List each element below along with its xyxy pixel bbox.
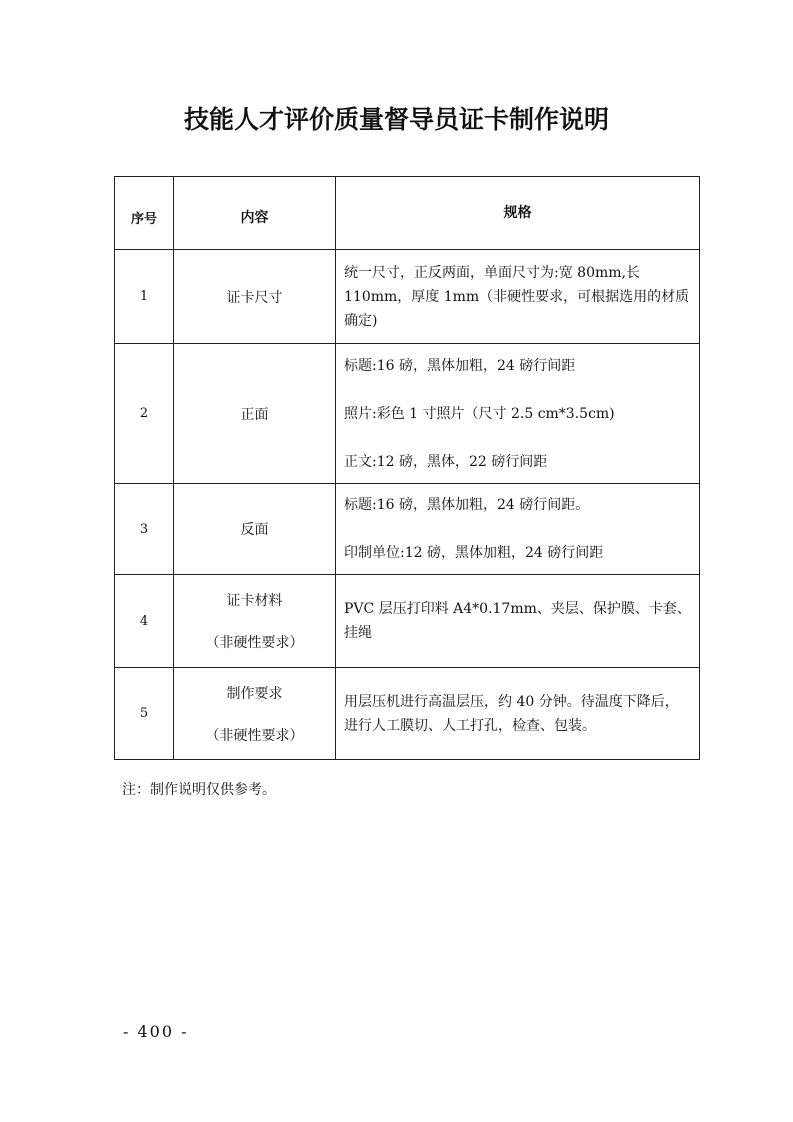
table-row <box>115 575 700 668</box>
spec-line: 正文:12 磅，黑体，22 磅行间距 <box>344 453 548 470</box>
row-content: 正面 <box>174 344 336 484</box>
row-number: 4 <box>115 575 174 668</box>
spec-line: 标题:16 磅，黑体加粗，24 磅行间距 <box>344 357 576 374</box>
header-spec: 规格 <box>336 177 700 250</box>
footnote: 注：制作说明仅供参考。 <box>122 782 276 798</box>
content-label: 证卡材料 <box>226 593 283 609</box>
row-content <box>174 668 336 760</box>
spec-line: 用层压机进行高温层压，约 40 分钟。待温度下降后，进行人工膜切、人工打孔，检查、包装。 <box>344 693 679 734</box>
row-spec <box>336 668 700 760</box>
row-spec <box>336 344 700 484</box>
header-content: 内容 <box>174 177 336 250</box>
spec-line: 印制单位:12 磅，黑体加粗，24 磅行间距 <box>344 545 604 561</box>
row-number: 1 <box>115 250 174 344</box>
spec-line: 统一尺寸，正反两面，单面尺寸为:宽 80mm,长 110mm，厚度 1mm（非硬性要求，可根据选用的材质确定) <box>344 264 690 329</box>
row-content: 反面 <box>174 484 336 575</box>
spec-table <box>114 176 700 760</box>
spec-line: 标题:16 磅，黑体加粗，24 磅行间距。 <box>344 497 590 513</box>
row-spec <box>336 250 700 344</box>
table-row <box>115 250 700 344</box>
table-row <box>115 668 700 760</box>
row-number: 2 <box>115 344 174 484</box>
page-title: 技能人才评价质量督导员证卡制作说明 <box>183 105 609 134</box>
content-note: （非硬性要求） <box>205 727 304 744</box>
table-row <box>115 344 700 484</box>
table-header-row <box>115 177 700 250</box>
table-row <box>115 484 700 575</box>
page-number: - 400 - <box>123 1022 189 1041</box>
row-content: 证卡尺寸 <box>174 250 336 344</box>
row-number: 5 <box>115 668 174 760</box>
header-no: 序号 <box>115 177 174 250</box>
content-note: （非硬性要求） <box>205 635 304 651</box>
spec-line: 照片:彩色 1 寸照片（尺寸 2.5 cm*3.5cm) <box>344 405 615 422</box>
spec-line: PVC 层压打印料 A4*0.17mm、夹层、保护膜、卡套、挂绳 <box>344 601 691 641</box>
content-label: 制作要求 <box>226 685 283 702</box>
row-spec <box>336 575 700 668</box>
row-number: 3 <box>115 484 174 575</box>
row-content <box>174 575 336 668</box>
row-spec <box>336 484 700 575</box>
